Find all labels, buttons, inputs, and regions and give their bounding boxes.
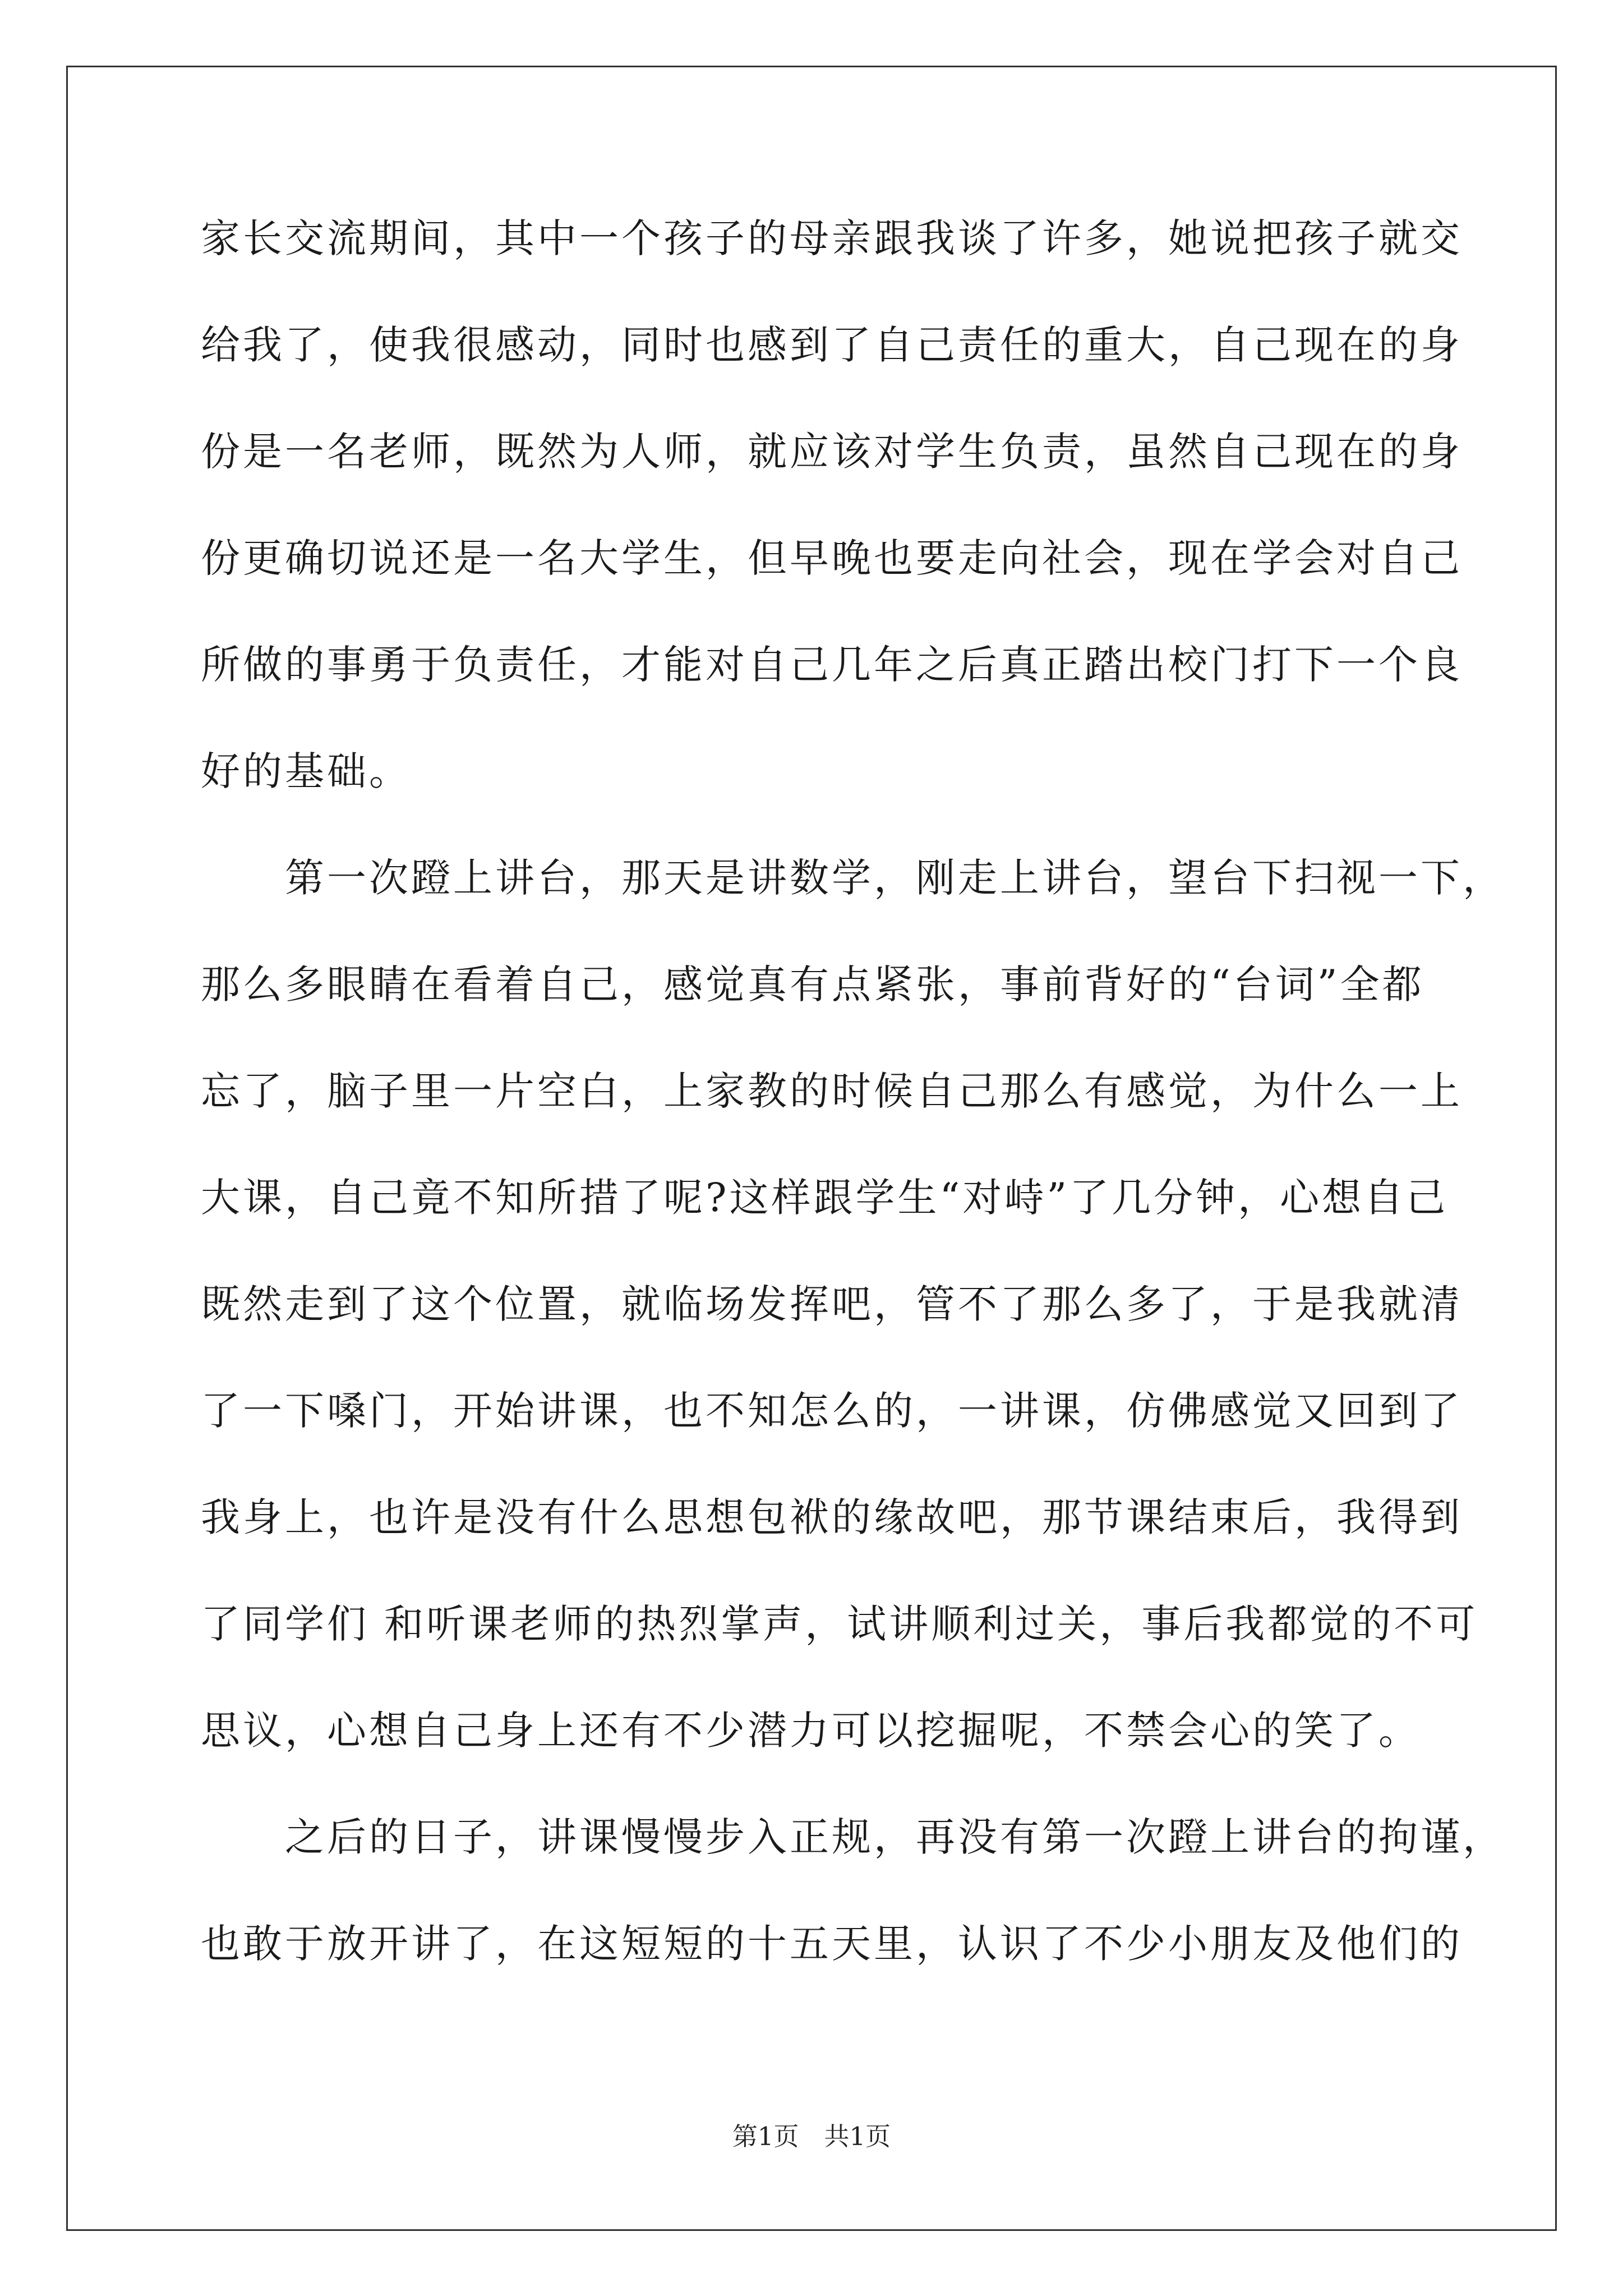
text-line: 好的基础。: [201, 748, 411, 794]
text-line: 了同学们 和听课老师的热烈掌声，试讲顺利过关，事后我都觉的不可: [201, 1601, 1478, 1647]
text-line: 家长交流期间，其中一个孩子的母亲跟我谈了许多，她说把孩子就交: [201, 215, 1463, 261]
text-line: 给我了，使我很感动，同时也感到了自己责任的重大，自己现在的身: [201, 322, 1463, 368]
text-line: 份是一名老师，既然为人师，就应该对学生负责，虽然自己现在的身: [201, 429, 1463, 475]
text-line: 忘了，脑子里一片空白，上家教的时候自己那么有感觉，为什么一上: [201, 1068, 1463, 1114]
text-line: 所做的事勇于负责任，才能对自己几年之后真正踏出校门打下一个良: [201, 642, 1463, 688]
paragraph-start-line: 第一次蹬上讲台，那天是讲数学，刚走上讲台，望台下扫视一下，: [201, 855, 1505, 901]
paragraph-start-line: 之后的日子，讲课慢慢步入正规，再没有第一次蹬上讲台的拘谨，: [201, 1814, 1505, 1860]
text-line: 既然走到了这个位置，就临场发挥吧，管不了那么多了，于是我就清: [201, 1281, 1463, 1327]
document-body: [201, 215, 1505, 2031]
text-line: 份更确切说还是一名大学生，但早晚也要走向社会，现在学会对自己: [201, 535, 1463, 581]
text-line: 我身上，也许是没有什么思想包袱的缘故吧，那节课结束后，我得到: [201, 1494, 1463, 1540]
page-number-footer: 第1页 共1页: [732, 2122, 891, 2151]
text-line: 了一下嗓门，开始讲课，也不知怎么的，一讲课，仿佛感觉又回到了: [201, 1388, 1463, 1434]
text-line: 思议，心想自己身上还有不少潜力可以挖掘呢，不禁会心的笑了。: [201, 1708, 1421, 1754]
text-line: 大课，自己竟不知所措了呢?这样跟学生“对峙”了几分钟，心想自己: [201, 1175, 1449, 1221]
text-line: 那么多眼睛在看着自己，感觉真有点紧张，事前背好的“台词”全都: [201, 961, 1424, 1007]
text-line: 也敢于放开讲了，在这短短的十五天里，认识了不少小朋友及他们的: [201, 1921, 1463, 1967]
